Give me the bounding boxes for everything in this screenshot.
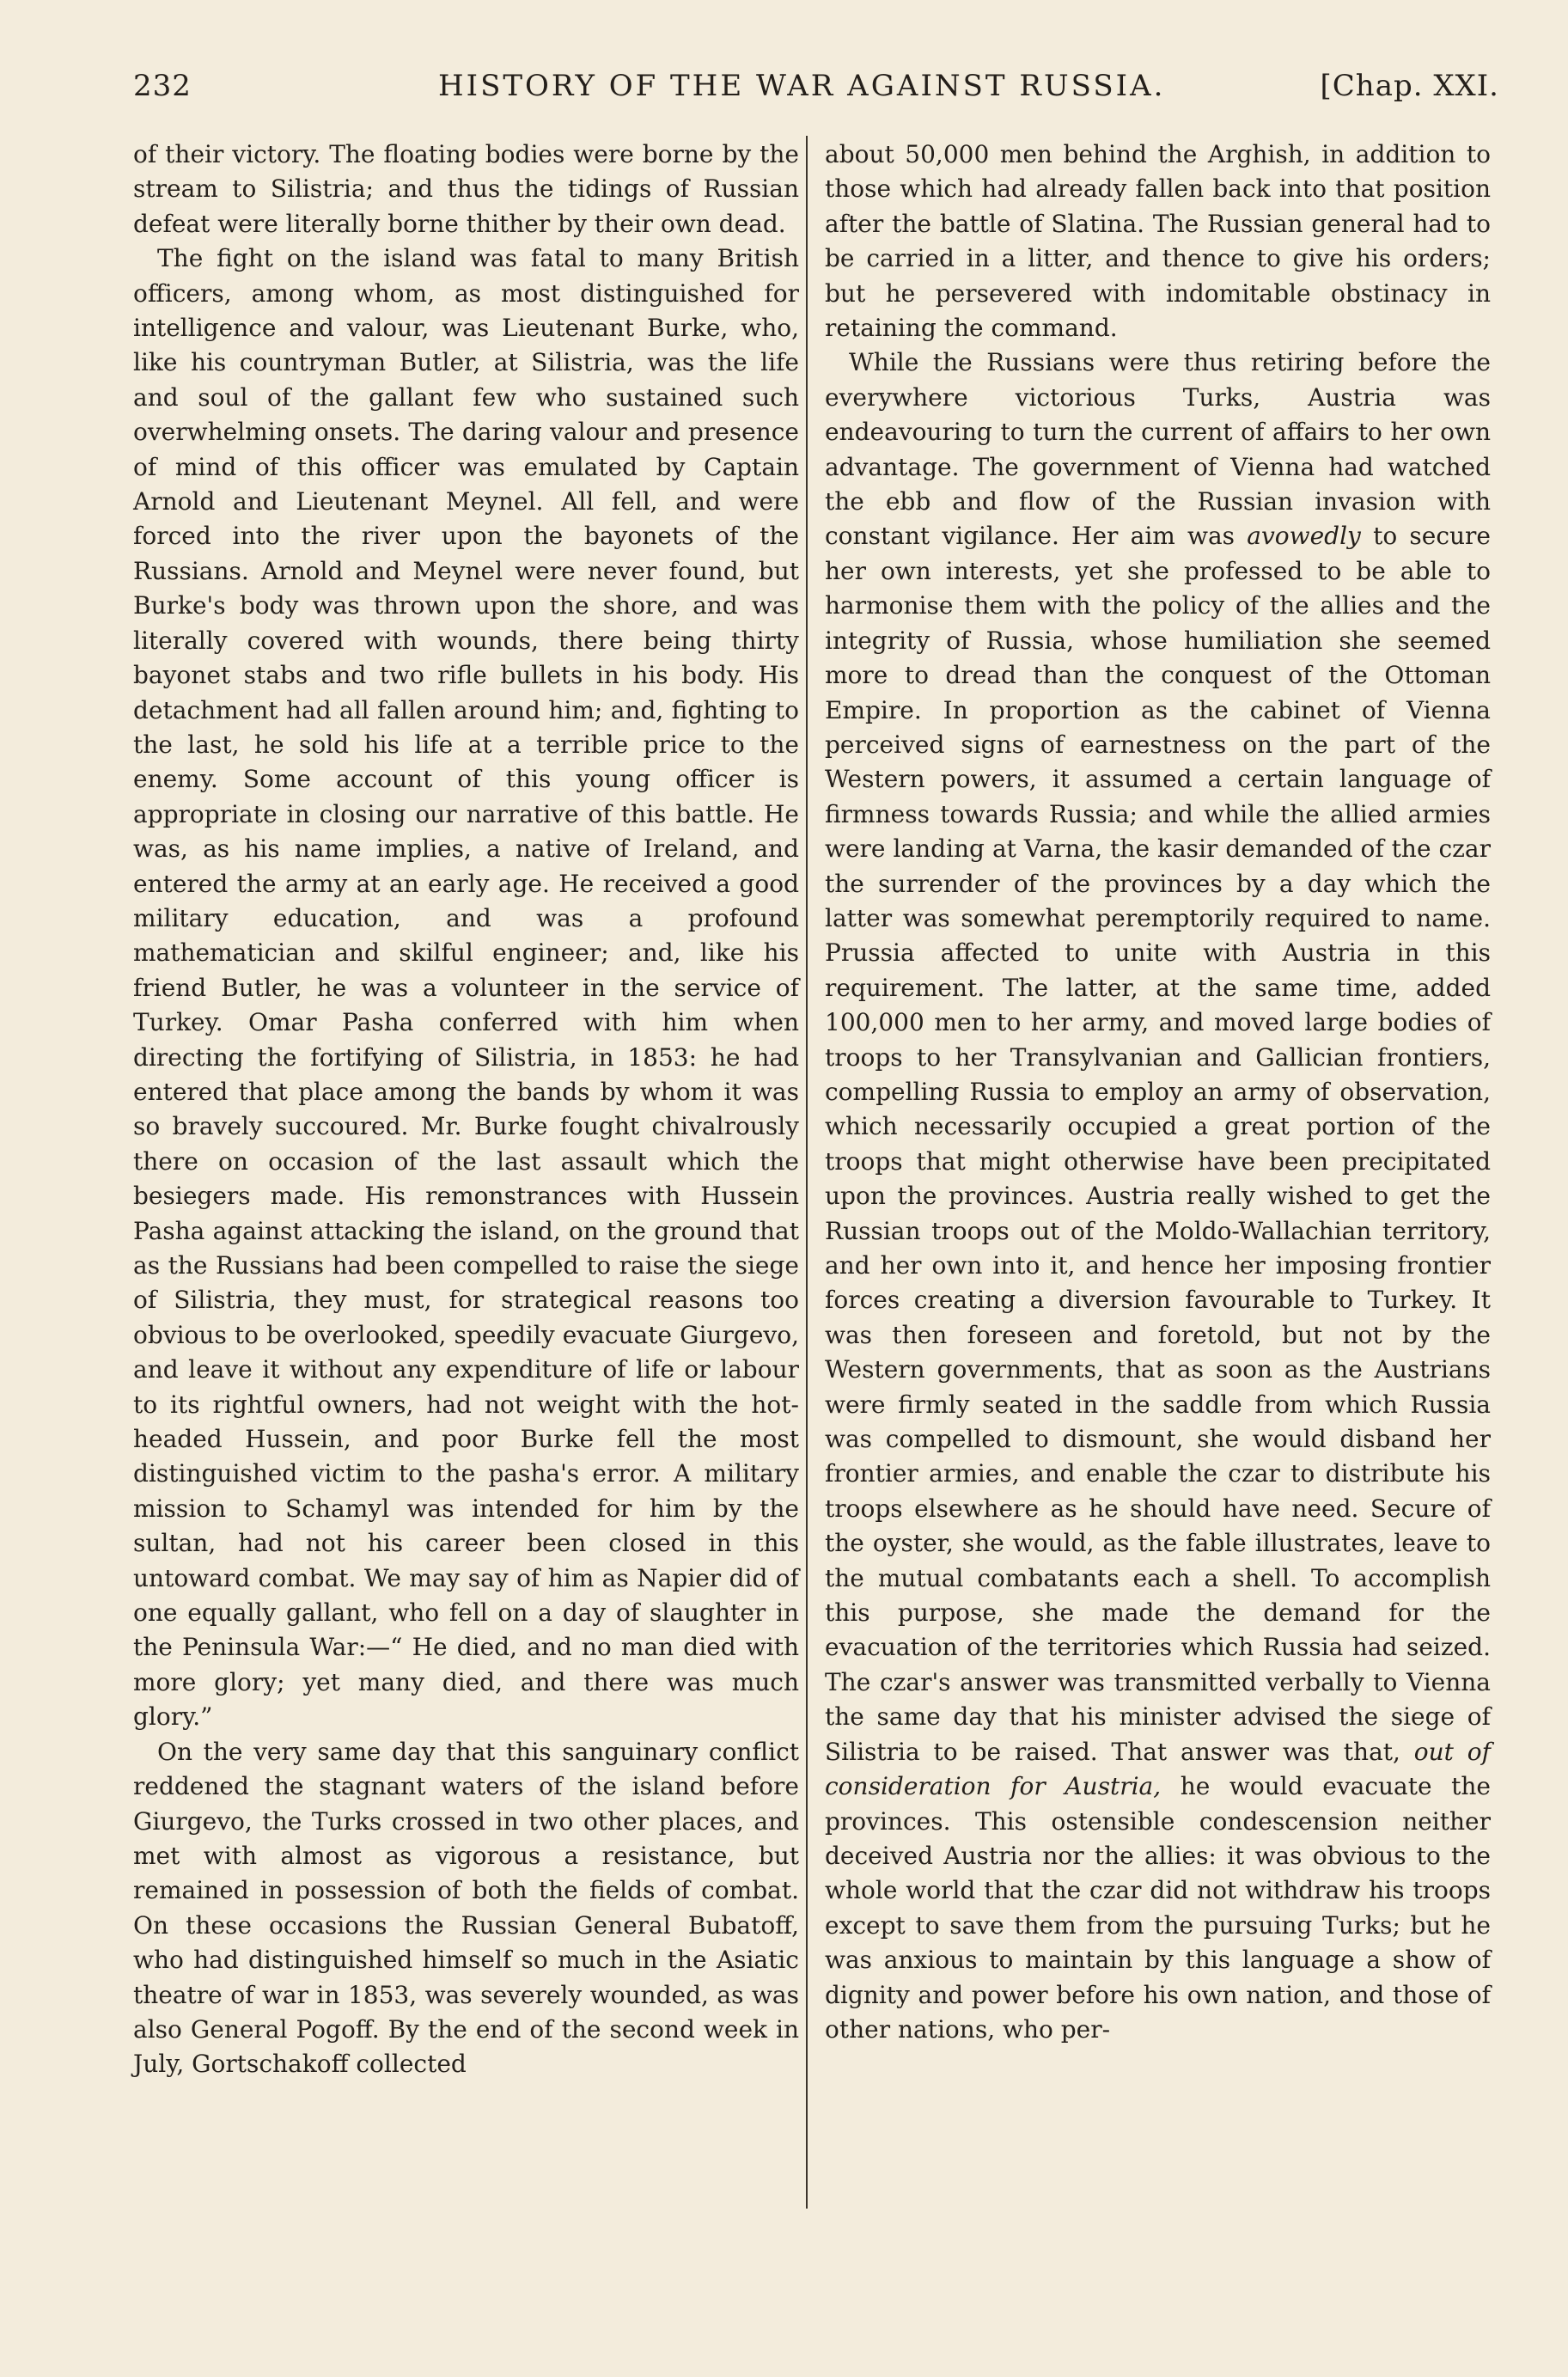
- running-title: HISTORY OF THE WAR AGAINST RUSSIA.: [438, 69, 1166, 103]
- emphasis: avowedly: [1247, 522, 1361, 551]
- text-run: to secure her own interests, yet she professed to be able to harmonise them with the policy of the allies and the integrity of Russia, whose humiliation she seemed more to dread than the conquest of the Ottoman Empire. In proportion as the cabinet of Vienna perceived signs of earnestness on the part of the Western powers, it assumed a certain language of firmness towards Russia; and while the allied armies were landing at Varna, the kasir demanded of the czar the surrender of the provinces by a day which the latter was somewhat peremptorily required to name. Prussia affected to unite with Austria in this requirement. The latter, at the same time, added 100,000 men to her army, and moved large bodies of troops to her Transylvanian and Gallician frontiers, compelling Russia to employ an army of observation, which necessarily occupied a great portion of the troops that might otherwise have been precipitated upon the provinces. Austria really wished to get the Russian troops out of the Moldo-Wallachian territory, and her own into it, and hence her imposing frontier forces creating a diversion favourable to Turkey. It was then foreseen and foretold, but not by the Western governments, that as soon as the Austrians were firmly seated in the saddle from which Russia was compelled to dismount, she would disband her frontier armies, and enable the czar to distribute his troops elsewhere as he should have need. Secure of the oyster, she would, as the fable illustrates, leave to the mutual combatants each a shell. To accomplish this purpose, she made the demand for the evacuation of the territories which Russia had seized. The czar's answer was transmitted verbally to Vienna the same day that his minister advised the siege of Silistria to be raised. That answer was that,: [825, 522, 1491, 1766]
- text-run: he would evacuate the provinces. This ostensible condescension neither deceived Austria nor the allies: it was obvious to the whole world that the czar did not withdraw his troops except to save them from the pursuing Turks; but he was anxious to maintain by this language a show of dignity and power before his own nation, and those of other nations, who per-: [825, 1772, 1492, 2044]
- left-column: [133, 137, 799, 2082]
- paragraph: On the very same day that this sanguinary conflict reddened the stagnant waters of the island before Giurgevo, the Turks crossed in two other places, and met with almost as vigorous a resistance, but remained in possession of both the fields of combat. On these occasions the Russian General Bubatoff, who had distinguished himself so much in the Asiatic theatre of war in 1853, was severely wounded, as was also General Pogoff. By the end of the second week in July, Gortschakoff collected: [133, 1737, 799, 2079]
- running-header: [133, 53, 1499, 113]
- text-run: While the Russians were thus retiring before the everywhere victorious Turks, Austria was endeavouring to turn the current of affairs to her own advantage. The government of Vienna had watched the ebb and flow of the Russian invasion with constant vigilance. Her aim was: [825, 348, 1491, 551]
- paragraph: [825, 345, 1491, 2047]
- chapter-label: [Chap. XXI.: [1320, 69, 1499, 103]
- right-column: [825, 137, 1491, 2047]
- paragraph: of their victory. The floating bodies were borne by the stream to Silistria; and thus the tidings of Russian defeat were literally borne thither by their own dead.: [133, 140, 799, 238]
- paragraph: about 50,000 men behind the Arghish, in addition to those which had already fallen back into that position after the battle of Slatina. The Russian general had to be carried in a litter, and thence to give his orders; but he persevered with indomitable obstinacy in retaining the command.: [825, 140, 1491, 343]
- page-number: 232: [133, 69, 192, 103]
- paragraph: The fight on the island was fatal to many British officers, among whom, as most distinguished for intelligence and valour, was Lieutenant Burke, who, like his countryman Butler, at Silistria, was the life and soul of the gallant few who sustained such overwhelming onsets. The daring valour and presence of mind of this officer was emulated by Captain Arnold and Lieutenant Meynel. All fell, and were forced into the river upon the bayonets of the Russians. Arnold and Meynel were never found, but Burke's body was thrown upon the shore, and was literally covered with wounds, there being thirty bayonet stabs and two rifle bullets in his body. His detachment had all fallen around him; and, fighting to the last, he sold his life at a terrible price to the enemy. Some account of this young officer is appropriate in closing our narrative of this battle. He was, as his name implies, a native of Ireland, and entered the army at an early age. He received a good military education, and was a profound mathematician and skilful engineer; and, like his friend Butler, he was a volunteer in the service of Turkey. Omar Pasha conferred with him when directing the fortifying of Silistria, in 1853: he had entered that place among the bands by whom it was so bravely succoured. Mr. Burke fought chivalrously there on occasion of the last assault which the besiegers made. His remonstrances with Hussein Pasha against attacking the island, on the ground that as the Russians had been compelled to raise the siege of Silistria, they must, for strategical reasons too obvious to be overlooked, speedily evacuate Giurgevo, and leave it without any expenditure of life or labour to its rightful owners, had not weight with the hot-headed Hussein, and poor Burke fell the most distinguished victim to the pasha's error. A military mission to Schamyl was intended for him by the sultan, had not his career been closed in this untoward combat. We may say of him as Napier did of one equally gallant, who fell on a day of slaughter in the Peninsula War:—“ He died, and no man died with more glory; yet many died, and there was much glory.”: [133, 244, 799, 1732]
- emphasis: out of consideration for Austria,: [825, 1737, 1491, 1801]
- column-divider: [806, 136, 808, 2209]
